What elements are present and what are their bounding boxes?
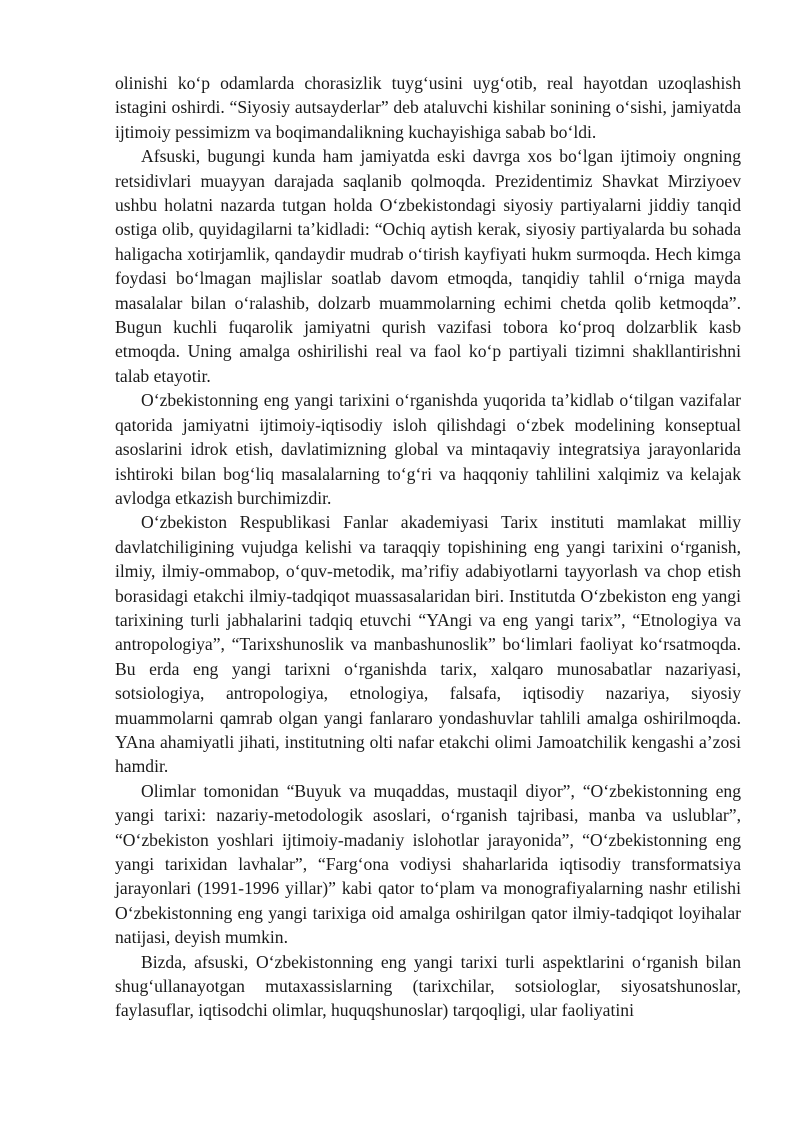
paragraph-1: olinishi ko‘p odamlarda chorasizlik tuyg‘usini uyg‘otib, real hayotdan uzoqlashish istagini oshirdi. “Siyosiy autsayderlar” deb ataluvchi kishilar sonining o‘sishi, jamiyatda ijtimoiy pessimizm va boqimandalikning kuchayishiga sabab bo‘ldi. [115, 73, 741, 142]
body-text [115, 71, 741, 1023]
paragraph-2: Afsuski, bugungi kunda ham jamiyatda eski davrga xos bo‘lgan ijtimoiy ongning retsidivlari muayyan darajada saqlanib qolmoqda. Prezidentimiz Shavkat Mirziyoev ushbu holatni nazarda tutgan holda O‘zbekistondagi siyosiy partiyalarni jiddiy tanqid ostiga olib, quyidagilarni ta’kidladi: “Ochiq aytish kerak, siyosiy partiyalarda bu sohada haligacha xotirjamlik, qandaydir mudrab o‘tirish kayfiyati hukm surmoqda. Hech kimga foydasi bo‘lmagan majlislar soatlab davom etmoqda, tanqidiy tahlil o‘rniga mayda masalalar bilan o‘ralashib, dolzarb muammolarning echimi chetda qolib ketmoqda”. Bugun kuchli fuqarolik jamiyatni qurish vazifasi tobora ko‘proq dolzarblik kasb etmoqda. Uning amalga oshirilishi real va faol ko‘p partiyali tizimni shakllantirishni talab etayotir. [115, 146, 741, 386]
paragraph-6: Bizda, afsuski, O‘zbekistonning eng yangi tarixi turli aspektlarini o‘rganish bilan shug‘ullanayotgan mutaxassislarning (tarixchilar, sotsiologlar, siyosatshunoslar, faylasuflar, iqtisodchi olimlar, huquqshunoslar) tarqoqligi, ular faoliyatini [115, 951, 741, 1021]
paragraph-4: O‘zbekiston Respublikasi Fanlar akademiyasi Tarix instituti mamlakat milliy davlatchiligining vujudga kelishi va taraqqiy topishining eng yangi tarixini o‘rganish, ilmiy, ilmiy-ommabop, o‘quv-metodik, ma’rifiy adabiyotlarni tayyorlash va chop etish borasidagi etakchi ilmiy-tadqiqot muassasalaridan biri. Institutda O‘zbekiston eng yangi tarixining turli jabhalarini tadqiq etuvchi “YAngi va eng yangi tarix”, “Etnologiya va antropologiya”, “Tarixshunoslik va manbashunoslik” bo‘limlari faoliyat ko‘rsatmoqda. Bu erda eng yangi tarixni o‘rganishda tarix, xalqaro munosabatlar nazariyasi, sotsiologiya, antropologiya, etnologiya, falsafa, iqtisodiy nazariya, siyosiy muammolarni qamrab olgan yangi fanlararo yondashuvlar tahlili amalga oshirilmoqda. YAna ahamiyatli jihati, institutning olti nafar etakchi olimi Jamoatchilik kengashi a’zosi hamdir. [115, 512, 741, 777]
paragraph-3: O‘zbekistonning eng yangi tarixini o‘rganishda yuqorida ta’kidlab o‘tilgan vazifalar qatorida jamiyatni ijtimoiy-iqtisodiy isloh qilishdagi o‘zbek modelining konseptual asoslarini idrok etish, davlatimizning global va mintaqaviy integratsiya jarayonlarida ishtiroki bilan bog‘liq masalalarning to‘g‘ri va haqqoniy tahlilini xalqimiz va kelajak avlodga etkazish burchimizdir. [115, 390, 741, 508]
paragraph-5: Olimlar tomonidan “Buyuk va muqaddas, mustaqil diyor”, “O‘zbekistonning eng yangi tarixi: nazariy-metodologik asoslari, o‘rganish tajribasi, manba va uslublar”, “O‘zbekiston yoshlari ijtimoiy-madaniy islohotlar jarayonida”, “O‘zbekistonning eng yangi tarixidan lavhalar”, “Farg‘ona vodiysi shaharlarida iqtisodiy transformatsiya jarayonlari (1991-1996 yillar)” kabi qator to‘plam va monografiyalarning nashr etilishi O‘zbekistonning eng yangi tarixiga oid amalga oshirilgan qator ilmiy-tadqiqot loyihalar natijasi, deyish mumkin. [115, 780, 741, 948]
